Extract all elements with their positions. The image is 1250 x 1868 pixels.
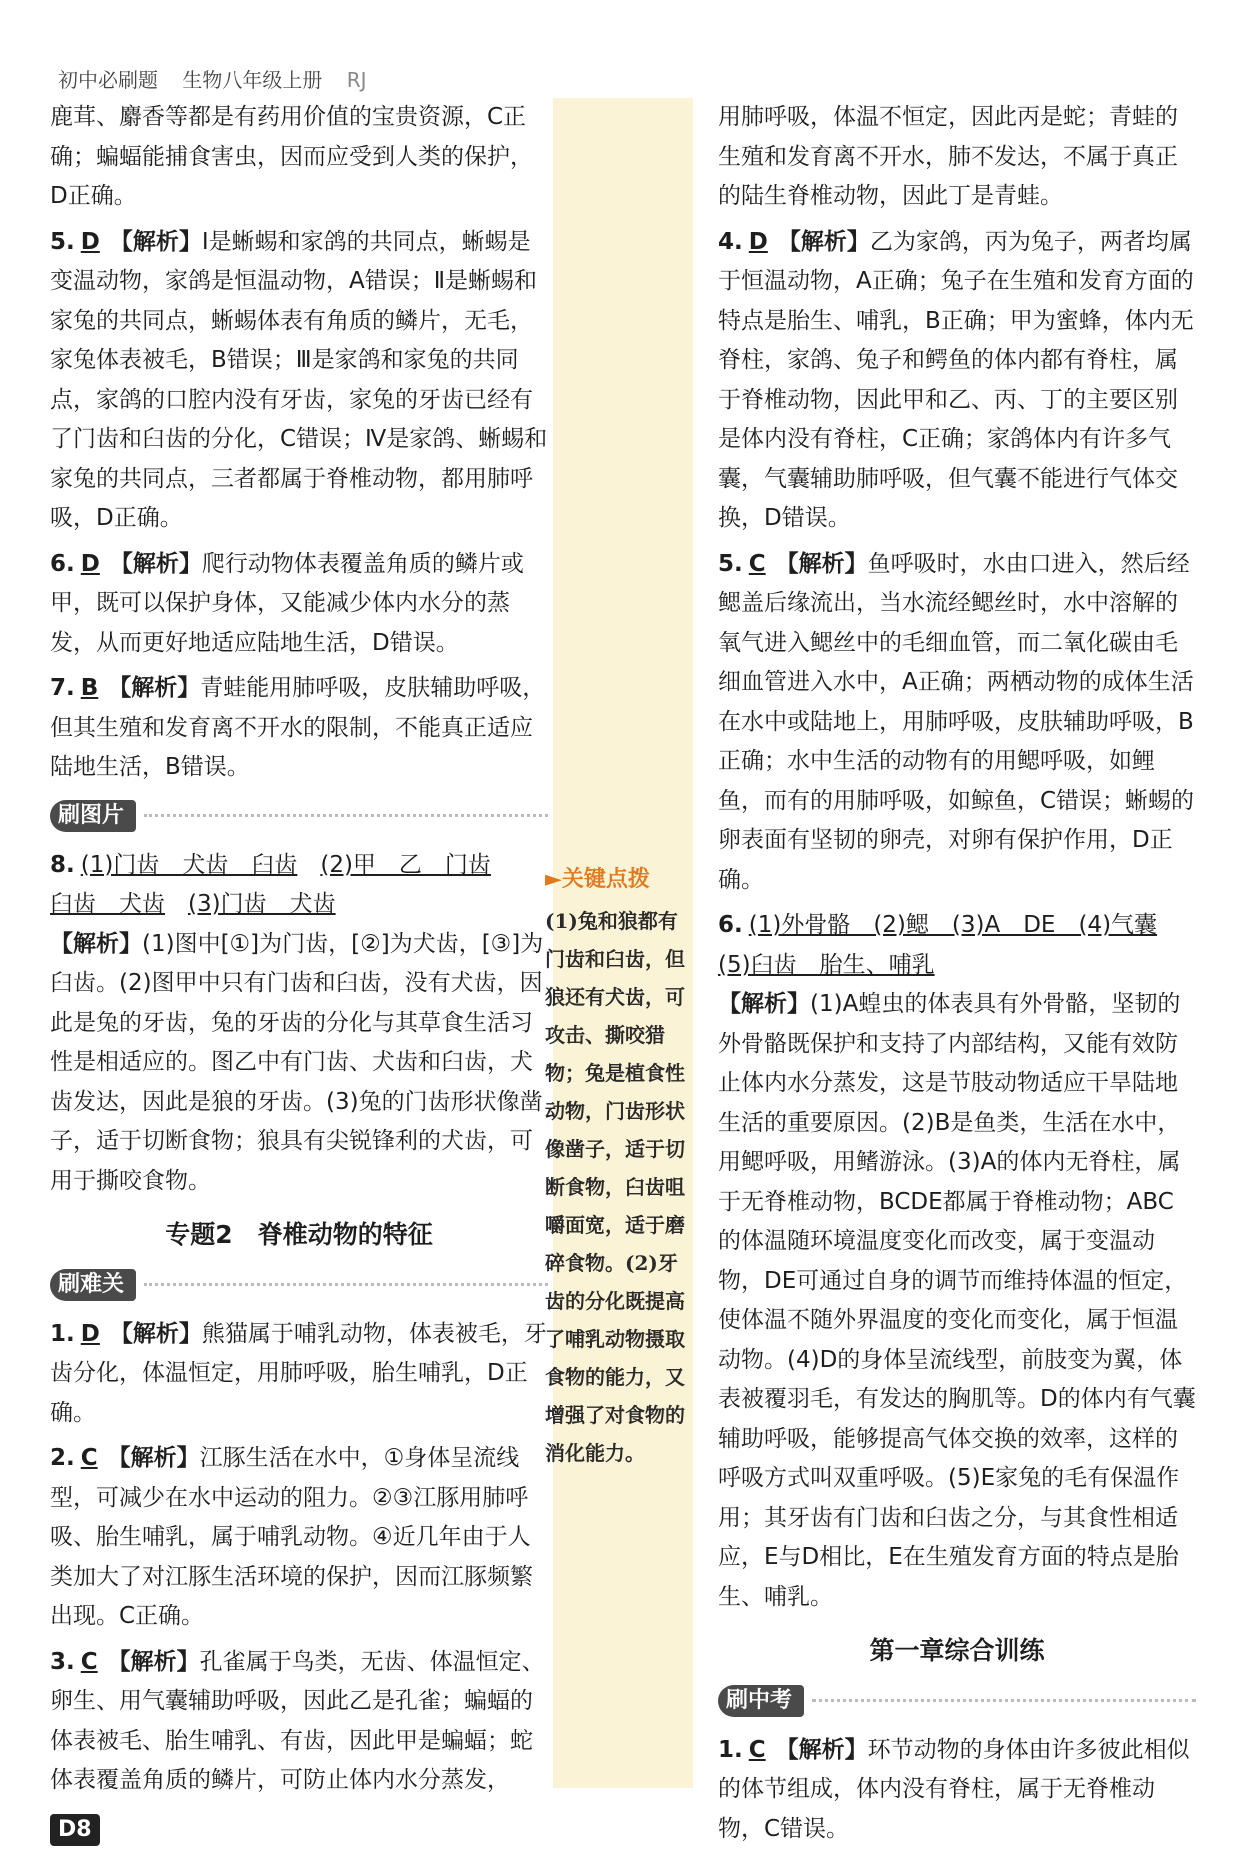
topic-title: 专题2 脊椎动物的特征 [165, 1220, 433, 1249]
right-column [718, 98, 1196, 1855]
answer-item: 3. C 【解析】孔雀属于鸟类，无齿、体温恒定、卵生、用气囊辅助呼吸，因此乙是孔雀；蝙蝠的体表被毛、胎生哺乳、有齿，因此甲是蝙蝠；蛇体表覆盖角质的鳞片，可防止体内水分蒸发， [50, 1648, 545, 1793]
answer-item: 2. C 【解析】江豚生活在水中，①身体呈流线型，可减少在水中运动的阻力。②③江豚用肺呼吸、胎生哺乳，属于哺乳动物。④近几年由于人类加大了对江豚生活环境的保护，因而江豚频繁出现。C正确。 [50, 1445, 533, 1629]
book-title: 初中必刷题 [58, 68, 158, 92]
answer-item: 8. (1)门齿 犬齿 臼齿 (2)甲 乙 门齿 臼齿 犬齿 (3)门齿 犬齿 【解析】(1)图中[①]为门齿，[②]为犬齿，[③]为臼齿。(2)图甲中只有门齿和臼齿，没有犬齿，因此是兔的牙齿，兔的牙齿的分化与其草食生活习性是相适应的。图乙中有门齿、犬齿和臼齿，犬齿发达，因此是狼的牙齿。(3)兔的门齿形状像凿子，适于切断食物；狼具有尖锐锋利的犬齿，可用于撕咬食物。 [50, 851, 544, 1194]
page-header [58, 66, 385, 94]
answer-item: 7. B 【解析】青蛙能用肺呼吸，皮肤辅助呼吸，但其生殖和发育离不开水的限制，不能真正适应陆地生活，B错误。 [50, 675, 546, 780]
answer-item: 6. D 【解析】爬行动物体表覆盖角质的鳞片或甲，既可以保护身体，又能减少体内水分的蒸发，从而更好地适应陆地生活，D错误。 [50, 550, 524, 656]
section-tag-row [50, 1269, 548, 1301]
left-column [50, 98, 548, 1807]
answer-item: 1. D 【解析】熊猫属于哺乳动物，体表被毛，牙齿分化，体温恒定，用肺呼吸，胎生哺乳，D正确。 [50, 1320, 547, 1426]
edition-label: RJ [346, 68, 367, 92]
section-tag-hard: 刷难关 [50, 1269, 136, 1301]
answer-item: 5. D 【解析】Ⅰ是蜥蜴和家鸽的共同点，蜥蜴是变温动物，家鸽是恒温动物，A错误；Ⅱ是蜥蜴和家兔的共同点，蜥蜴体表有角质的鳞片，无毛，家兔体表被毛，B错误；Ⅲ是家鸽和家兔的共同点，家鸽的口腔内没有牙齿，家兔的牙齿已经有了门齿和臼齿的分化，C错误；Ⅳ是家鸽、蜥蜴和家兔的共同点，三者都属于脊椎动物，都用肺呼吸，D正确。 [50, 228, 548, 531]
continuation-paragraph: 用肺呼吸，体温不恒定，因此丙是蛇；青蛙的生殖和发育离不开水，肺不发达，不属于真正的陆生脊椎动物，因此丁是青蛙。 [718, 104, 1178, 209]
key-points-title: ►关键点拨 [545, 866, 650, 892]
chapter-title: 第一章综合训练 [869, 1636, 1045, 1665]
section-tag-row [718, 1685, 1196, 1717]
section-tag-exam: 刷中考 [718, 1685, 804, 1717]
section-tag-row [50, 800, 548, 832]
continuation-paragraph: 鹿茸、麝香等都是有药用价值的宝贵资源，C正确；蝙蝠能捕食害虫，因而应受到人类的保护，D正确。 [50, 104, 533, 209]
subject-title: 生物八年级上册 [182, 68, 323, 92]
key-points-text: (1)兔和狼都有门齿和臼齿，但狼还有犬齿，可攻击、撕咬猎物；兔是植食性动物，门齿形状像凿子，适于切断食物，臼齿咀嚼面宽，适于磨碎食物。(2)牙齿的分化既提高了哺乳动物摄取食物的能力，又增强了对食物的消化能力。 [545, 909, 685, 1465]
answer-item: 5. C 【解析】鱼呼吸时，水由口进入，然后经鳃盖后缘流出，当水流经鳃丝时，水中溶解的氧气进入鳃丝中的毛细血管，而二氧化碳由毛细血管进入水中，A正确；两栖动物的成体生活在水中或陆地上，用肺呼吸，皮肤辅助呼吸，B正确；水中生活的动物有的用鳃呼吸，如鲤鱼，而有的用肺呼吸，如鲸鱼，C错误；蜥蜴的卵表面有坚韧的卵壳，对卵有保护作用，D正确。 [718, 550, 1195, 893]
answer-item: 6. (1)外骨骼 (2)鳃 (3)A DE (4)气囊 (5)臼齿 胎生、哺乳 【解析】(1)A蝗虫的体表具有外骨骼，坚韧的外骨骼既保护和支持了内部结构，又能有效防止体内水分蒸发，这是节肢动物适应干旱陆地生活的重要原因。(2)B是鱼类，生活在水中，用鳃呼吸，用鳍游泳。(3)A的体内无脊柱，属于无脊椎动物，BCDE都属于脊椎动物；ABC的体温随环境温度变化而改变，属于变温动物，DE可通过自身的调节而维持体温的恒定，使体温不随外界温度的变化而变化，属于恒温动物。(4)D的身体呈流线型，前肢变为翼，体表被覆羽毛，有发达的胸肌等。D的体内有气囊辅助呼吸，能够提高气体交换的效率，这样的呼吸方式叫双重呼吸。(5)E家兔的毛有保温作用；其牙齿有门齿和臼齿之分，与其食性相适应，E与D相比，E在生殖发育方面的特点是胎生、哺乳。 [718, 912, 1196, 1610]
key-points-note [545, 860, 695, 1472]
answer-item: 4. D 【解析】乙为家鸽，丙为兔子，两者均属于恒温动物，A正确；兔子在生殖和发育方面的特点是胎生、哺乳，B正确；甲为蜜蜂，体内无脊柱，家鸽、兔子和鳄鱼的体内都有脊柱，属于脊椎动物，因此甲和乙、丙、丁的主要区别是体内没有脊柱，C正确；家鸽体内有许多气囊，气囊辅助肺呼吸，但气囊不能进行气体交换，D错误。 [718, 228, 1194, 531]
section-tag-pictures: 刷图片 [50, 800, 136, 832]
answer-item: 1. C 【解析】环节动物的身体由许多彼此相似的体节组成，体内没有脊柱，属于无脊椎动物，C错误。 [718, 1736, 1190, 1842]
page-number: D8 [50, 1814, 100, 1846]
